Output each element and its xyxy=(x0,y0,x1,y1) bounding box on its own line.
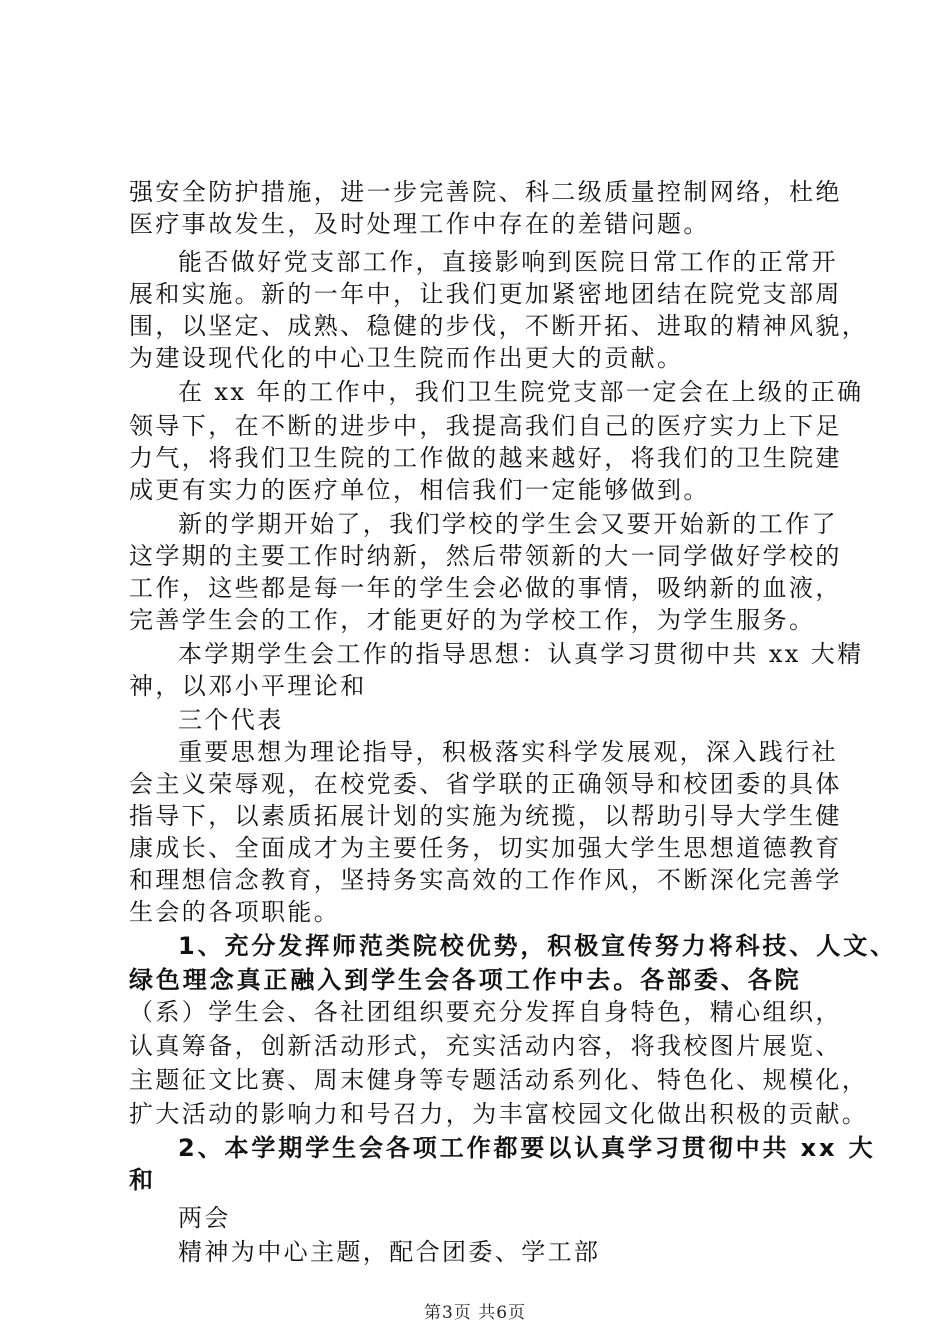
text-line: 展和实施。新的一年中，让我们更加紧密地团结在院党支部周 xyxy=(129,280,842,308)
text-line-bold: 1、充分发挥师范类院校优势，积极宣传努力将科技、人文、 xyxy=(178,932,897,960)
text-line: （系）学生会、各社团组织要充分发挥自身特色，精心组织， xyxy=(129,998,842,1026)
text-line: 主题征文比赛、周末健身等专题活动系列化、特色化、规模化， xyxy=(129,1066,869,1094)
text-line: 重要思想为理论指导，积极落实科学发展观，深入践行社 xyxy=(178,738,838,766)
text-line: 为建设现代化的中心卫生院而作出更大的贡献。 xyxy=(129,344,684,372)
text-line: 完善学生会的工作，才能更好的为学校工作，为学生服务。 xyxy=(129,606,816,634)
text-line: 能否做好党支部工作，直接影响到医院日常工作的正常开 xyxy=(178,248,838,276)
text-line: 和理想信念教育，坚持务实高效的工作作风，不断深化完善学 xyxy=(129,866,842,894)
text-line: 生会的各项职能。 xyxy=(129,898,341,926)
text-line: 扩大活动的影响力和号召力，为丰富校园文化做出积极的贡献。 xyxy=(129,1100,869,1128)
text-line: 精神为中心主题，配合团委、学工部 xyxy=(178,1238,601,1266)
text-line: 本学期学生会工作的指导思想：认真学习贯彻中共 xx 大精 xyxy=(178,640,864,668)
text-line: 在 xx 年的工作中，我们卫生院党支部一定会在上级的正确 xyxy=(178,378,864,406)
text-line: 两会 xyxy=(178,1204,231,1232)
text-line-bold: 和 xyxy=(129,1166,156,1194)
text-line: 医疗事故发生，及时处理工作中存在的差错问题。 xyxy=(129,210,710,238)
page-footer: 第3页 共6页 xyxy=(423,1303,527,1323)
text-line: 这学期的主要工作时纳新，然后带领新的大一同学做好学校的 xyxy=(129,542,842,570)
text-line: 认真筹备，创新活动形式，充实活动内容，将我校图片展览、 xyxy=(129,1032,842,1060)
text-line: 会主义荣辱观，在校党委、省学联的正确领导和校团委的具体 xyxy=(129,770,842,798)
text-line: 新的学期开始了，我们学校的学生会又要开始新的工作了 xyxy=(178,510,838,538)
text-line: 围，以坚定、成熟、稳健的步伐，不断开拓、进取的精神风貌， xyxy=(129,312,869,340)
text-line: 三个代表 xyxy=(178,706,284,734)
text-line: 康成长、全面成才为主要任务，切实加强大学生思想道德教育 xyxy=(129,834,842,862)
text-line: 力气，将我们卫生院的工作做的越来越好，将我们的卫生院建 xyxy=(129,444,842,472)
text-line-bold: 绿色理念真正融入到学生会各项工作中去。各部委、各院 xyxy=(129,966,802,994)
text-line: 强安全防护措施，进一步完善院、科二级质量控制网络，杜绝 xyxy=(129,178,842,206)
text-line-bold: 2、本学期学生会各项工作都要以认真学习贯彻中共 xx 大 xyxy=(178,1134,876,1162)
text-line: 工作，这些都是每一年的学生会必做的事情，吸纳新的血液， xyxy=(129,574,842,602)
text-line: 领导下，在不断的进步中，我提高我们自己的医疗实力上下足 xyxy=(129,412,842,440)
text-line: 成更有实力的医疗单位，相信我们一定能够做到。 xyxy=(129,476,710,504)
text-line: 指导下，以素质拓展计划的实施为统揽，以帮助引导大学生健 xyxy=(129,802,842,830)
text-line: 神，以邓小平理论和 xyxy=(129,672,367,700)
